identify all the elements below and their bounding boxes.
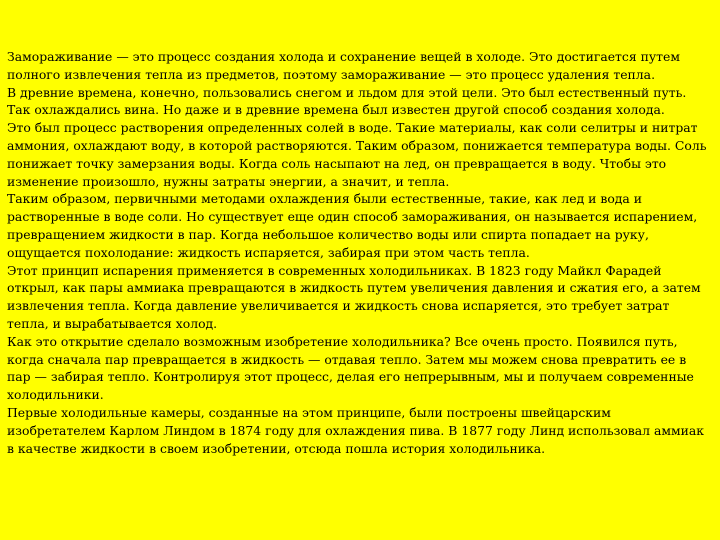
paragraph-salt-dissolution: Это был процесс растворения определенных солей в воде. Такие материалы, как соли селитры и нитрат аммония, охлаждают воду, в которой растворяются. Таким образом, понижается температура воды. Соль понижает точку замерзания воды. Когда соль насыпают на лед, он превращается в воду. Чтобы это изменение произошло, нужны затраты энергии, а значит, и тепла. bbox=[7, 120, 707, 189]
paragraph-freezing-definition: Замораживание — это процесс создания холода и сохранение вещей в холоде. Это достигается путем полного извлечения тепла из предметов, поэтому замораживание — это процесс удаления тепла. bbox=[7, 49, 680, 82]
paragraph-refrigerator-principle: Как это открытие сделало возможным изобретение холодильника? Все очень просто. Появился путь, когда сначала пар превращается в жидкость — отдавая тепло. Затем мы можем снова превратить ее в пар — забирая тепло. Контролируя этот процесс, делая его непрерывным, мы и получаем современные холодильники. bbox=[7, 333, 694, 403]
paragraph-linde: Первые холодильные камеры, созданные на этом принципе, были построены швейцарским изобретателем Карлом Линдом в 1874 году для охлаждения пива. В 1877 году Линд использовал аммиак в качестве жидкости в своем изобретении, отсюда пошла история холодильника. bbox=[7, 404, 705, 456]
text-body bbox=[7, 48, 711, 457]
paragraph-faraday: Этот принцип испарения применяется в современных холодильниках. В 1823 году Майкл Фарадей открыл, как пары аммиака превращаются в жидкость путем увеличения давления и сжатия его, а затем извлечения тепла. Когда давление увеличивается и жидкость снова испаряется, это требует затрат тепла, и вырабатывается холод. bbox=[7, 262, 701, 331]
paragraph-ancient-times: В древние времена, конечно, пользовались снегом и льдом для этой цели. Это был естественный путь. Так охлаждались вина. Но даже и в древние времена был известен другой способ создания холода. bbox=[7, 84, 687, 118]
paragraph-evaporation: Таким образом, первичными методами охлаждения были естественные, такие, как лед и вода и растворенные в воде соли. Но существует еще один способ замораживания, он называется испарением, превращением жидкости в пар. Когда небольшое количество воды или спирта попадает на руку, ощущается похолодание: жидкость испаряется, забирая при этом часть тепла. bbox=[7, 191, 698, 260]
